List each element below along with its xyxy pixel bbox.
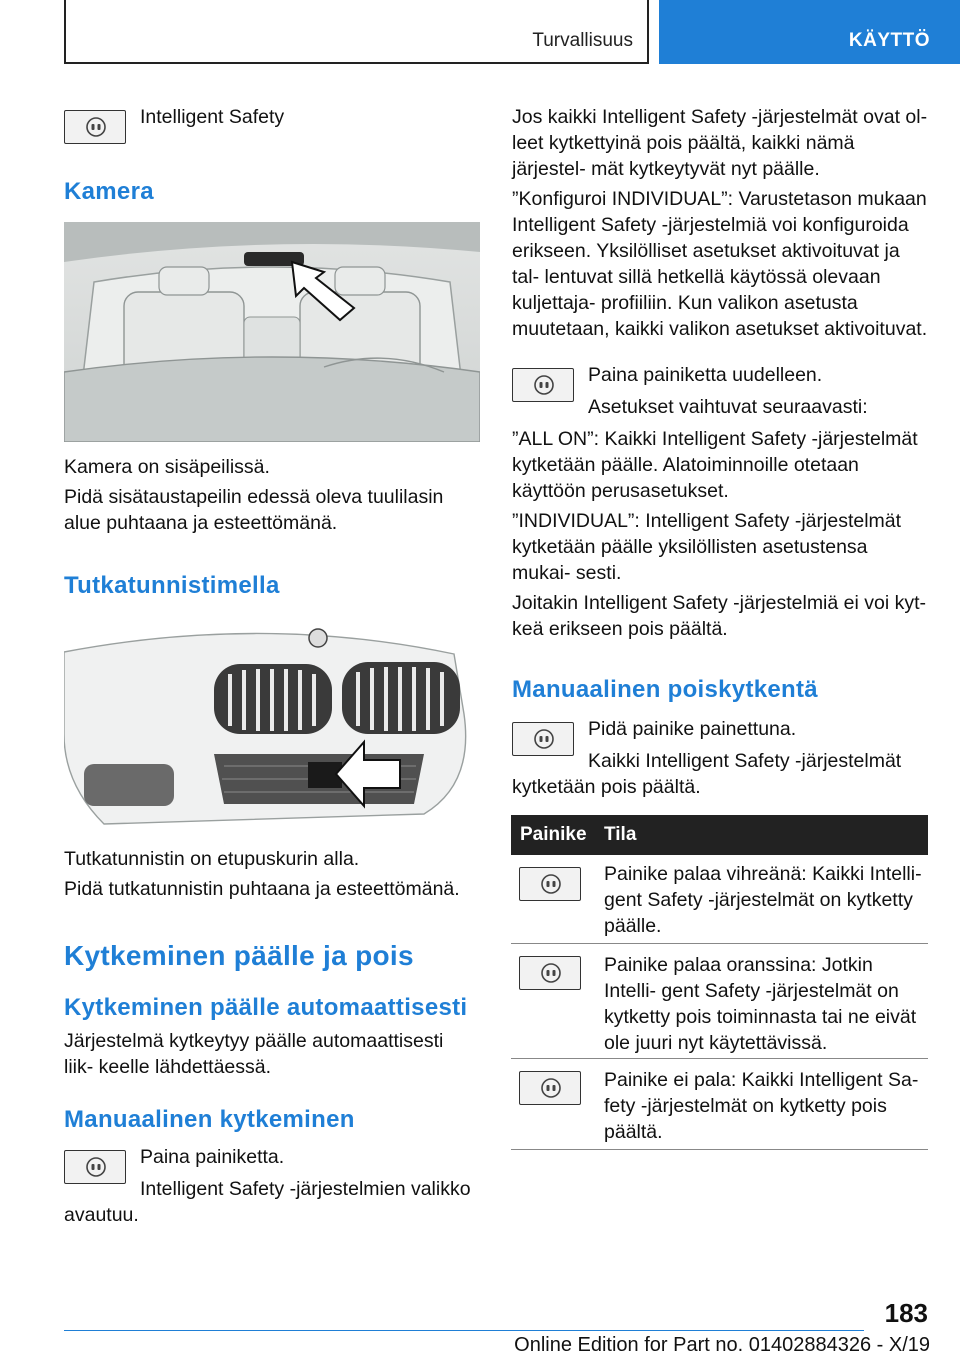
auto-on-text: Järjestelmä kytkeytyy päälle automaattisesti liik- keelle lähdettäessä.	[64, 1030, 444, 1078]
table-header	[511, 815, 928, 855]
intro-label: Intelligent Safety	[140, 106, 285, 128]
intelligent-safety-button-icon	[64, 110, 126, 144]
header-section-title: Turvallisuus	[532, 30, 633, 51]
camera-heading: Kamera	[64, 178, 154, 205]
header-section-box	[64, 0, 649, 64]
all-on-paragraph: ”ALL ON”: Kaikki Intelligent Safety -järjestelmät kytketään päälle. Alatoiminnoille otetaan käyttöön perusasetukset.	[512, 428, 918, 502]
radar-caption: Tutkatunnistin on etupuskurin alla.	[64, 848, 360, 870]
table-row	[511, 944, 928, 1059]
camera-interior-photo	[64, 222, 480, 442]
header-chapter-box	[659, 0, 960, 64]
press-again-result: Asetukset vaihtuvat seuraavasti:	[588, 396, 868, 418]
onoff-heading: Kytkeminen päälle ja pois	[64, 940, 414, 971]
radar-bumper-photo	[64, 614, 480, 834]
footer-divider	[64, 1330, 864, 1331]
manual-on-step: Paina painiketta.	[140, 1146, 285, 1168]
auto-on-heading: Kytkeminen päälle automaattisesti	[64, 994, 468, 1021]
table-cell-status: Painike palaa vihreänä: Kaikki Intelli- gent Safety -järjestelmät on kytketty päälle.	[604, 863, 922, 937]
header-chapter-title: KÄYTTÖ	[848, 30, 930, 51]
reset-paragraph: Jos kaikki Intelligent Safety -järjestelmät ovat ol- leet kytkettyinä pois päältä, kaikki nämä järjestel- mät kytkeytyvät nyt päälle.	[512, 106, 928, 180]
radar-heading: Tutkatunnistimella	[64, 572, 280, 599]
table-row	[511, 1059, 928, 1150]
manual-on-result: Intelligent Safety -järjestelmien valikko avautuu.	[64, 1178, 471, 1226]
table-cell-status: Painike ei pala: Kaikki Intelligent Sa- fety -järjestelmät on kytketty pois päältä.	[604, 1069, 919, 1143]
table-cell-status: Painike palaa oranssina: Jotkin Intelli- gent Safety -järjestelmät on kytketty pois toiminnasta tai ne eivät ole juuri nyt käytettävissä.	[604, 954, 917, 1054]
footer-edition: Online Edition for Part no. 01402884326 - X/19	[514, 1334, 930, 1356]
manual-off-result: Kaikki Intelligent Safety -järjestelmät kytketään pois päältä.	[512, 750, 902, 798]
button-green-icon	[519, 867, 581, 901]
table-header-button: Painike	[520, 824, 587, 845]
manual-off-heading: Manuaalinen poiskytkentä	[512, 676, 818, 703]
button-orange-icon	[519, 956, 581, 990]
manual-off-step: Pidä painike painettuna.	[588, 718, 797, 740]
camera-text: Pidä sisätaustapeilin edessä oleva tuulilasin alue puhtaana ja esteettömänä.	[64, 486, 444, 534]
some-systems-paragraph: Joitakin Intelligent Safety -järjestelmiä ei voi kyt- keä erikseen pois päältä.	[512, 592, 927, 640]
individual-paragraph: ”INDIVIDUAL”: Intelligent Safety -järjestelmät kytketään päälle yksilöllisten asetustensa mukai- sesti.	[512, 510, 902, 584]
page-number: 183	[884, 1298, 928, 1328]
manual-on-heading: Manuaalinen kytkeminen	[64, 1106, 355, 1133]
table-row	[511, 855, 928, 944]
camera-caption: Kamera on sisäpeilissä.	[64, 456, 270, 478]
radar-text: Pidä tutkatunnistin puhtaana ja esteettömänä.	[64, 878, 460, 900]
table-header-status: Tila	[604, 824, 637, 845]
button-off-icon	[519, 1071, 581, 1105]
press-again-button-icon	[512, 368, 574, 402]
press-again-step: Paina painiketta uudelleen.	[588, 364, 823, 386]
configure-individual-paragraph: ”Konfiguroi INDIVIDUAL”: Varustetason mukaan Intelligent Safety -järjestelmiä voi konfiguroida erikseen. Yksilölliset asetukset aktivoituvat ja tal- lentuvat sillä hetkellä käytössä olevaan kuljettaja- profiiliin. Kun valikon asetusta muutetaan, kaikki valikon asetukset aktivoituvat.	[512, 188, 928, 340]
